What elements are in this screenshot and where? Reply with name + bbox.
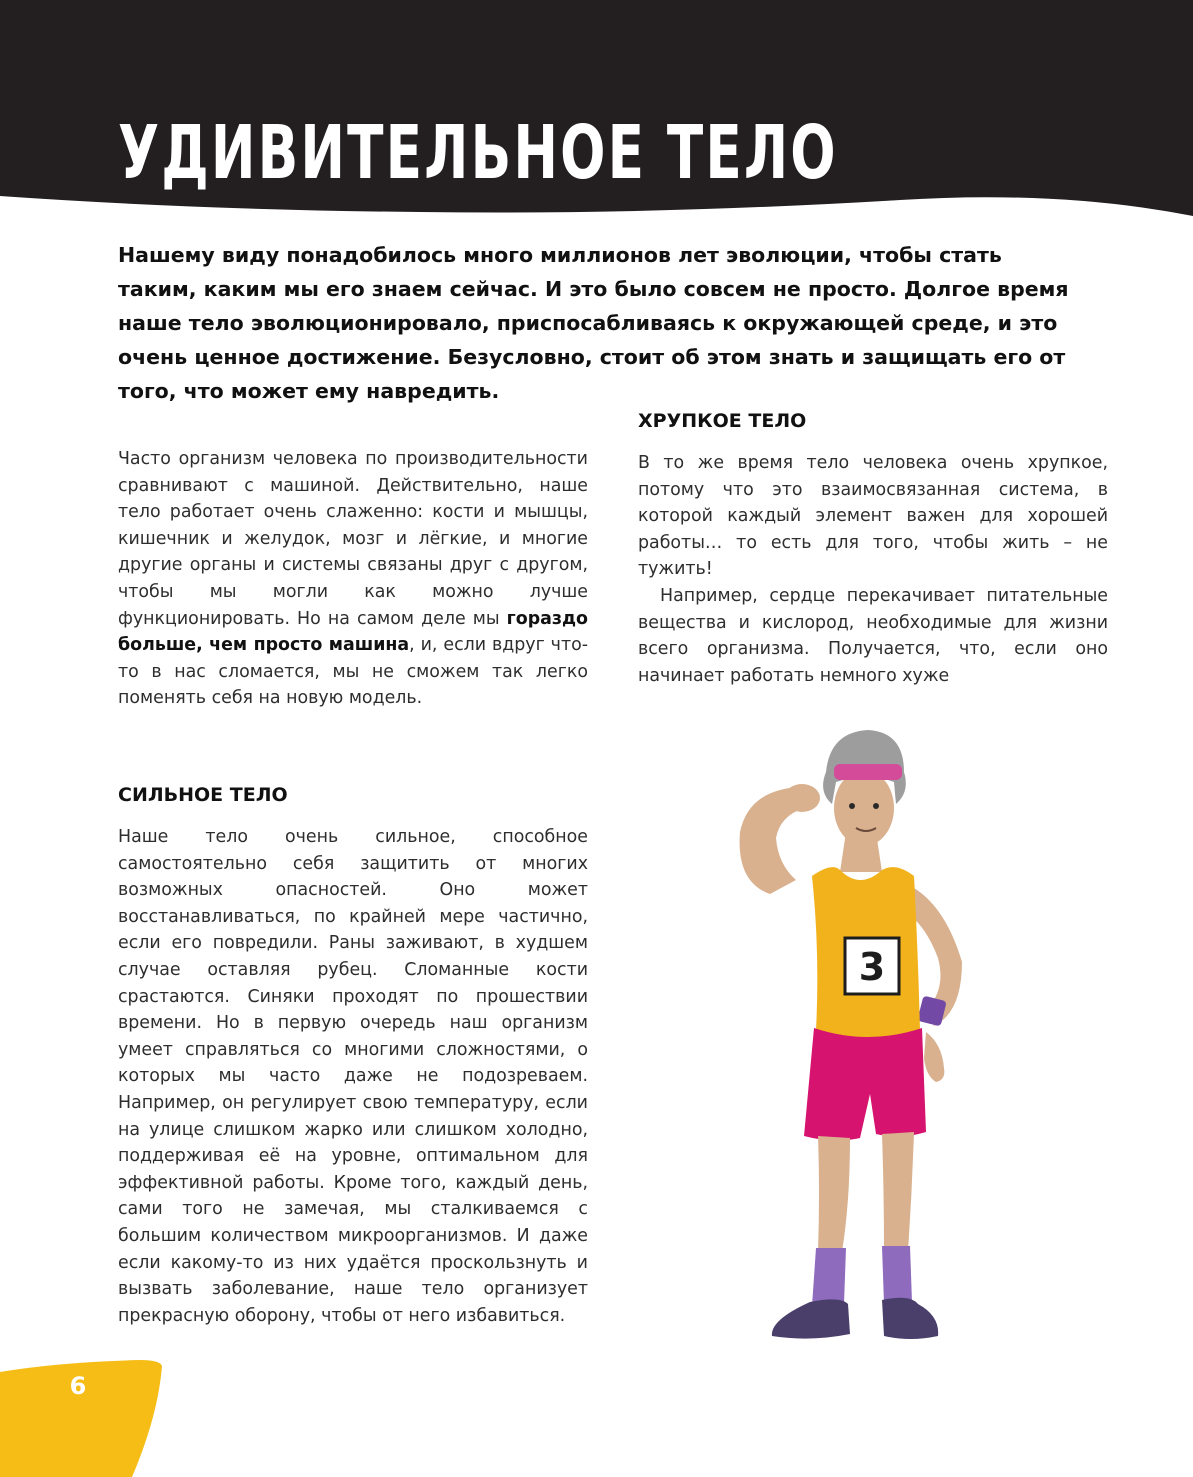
strong-body-section bbox=[118, 780, 588, 1329]
fragile-body-heading: ХРУПКОЕ ТЕЛО bbox=[638, 410, 807, 432]
page-title: УДИВИТЕЛЬНОЕ ТЕЛО bbox=[118, 110, 838, 196]
machine-text-start: Часто организм человека по производительности сравнивают с машиной. Действительно, наше тело работает очень слаженно: кости и мышцы, кишечник и желудок, мозг и лёгкие, и многие другие органы и системы связаны друг с другом, чтобы мы могли как можно лучше функционировать. Но на самом деле мы bbox=[118, 449, 588, 629]
strong-body-text: Наше тело очень сильное, способное самостоятельно себя защитить от многих возможных опасностей. Оно может восстанавливаться, по крайней мере частично, если его повредили. Раны заживают, в худшем случае оставляя рубец. Сломанные кости срастаются. Синяки проходят по прошествии времени. Но в первую очередь наш организм умеет справляться со многими сложностями, о которых мы часто даже не подозреваем. Например, он регулирует свою температуру, если на улице слишком жарко или слишком холодно, поддерживая её на уровне, оптимальном для эффективной работы. Кроме того, каждый день, сами того не замечая, мы сталкиваемся с большим количеством микроорганизмов. И даже если какому-то из них удаётся проскользнуть и вызвать заболевание, наше тело организует прекрасную оборону, чтобы от него избавиться. bbox=[118, 827, 588, 1326]
runner-illustration bbox=[700, 712, 1000, 1372]
page-number: 6 bbox=[69, 1372, 87, 1400]
bib-number: 3 bbox=[858, 945, 886, 989]
fragile-body-section bbox=[638, 406, 1108, 689]
machine-paragraph bbox=[118, 446, 588, 712]
machine-text-end: , и, если вдруг что-то в нас сломается, мы не сможем так легко поменять себя на новую модель. bbox=[118, 635, 588, 709]
left-column-intro bbox=[118, 446, 588, 712]
fragile-body-paragraph-1: В то же время тело человека очень хрупкое, потому что это взаимосвязанная система, в которой каждый элемент важен для хорошей работы… то есть для того, чтобы жить – не тужить! bbox=[638, 453, 1108, 580]
strong-body-heading: СИЛЬНОЕ ТЕЛО bbox=[118, 784, 288, 806]
intro-paragraph: Нашему виду понадобилось много миллионов лет эволюции, чтобы стать таким, каким мы его знаем сейчас. И это было совсем не просто. Долгое время наше тело эволюционировало, приспосабливаясь к окружающей среде, и это очень ценное достижение. Безусловно, стоит об этом знать и защищать его от того, что может ему навредить. bbox=[118, 243, 1069, 403]
machine-text-bold: гораздо больше, чем просто машина bbox=[118, 608, 588, 656]
fragile-body-paragraph-2: Например, сердце перекачивает питательные вещества и кислород, необходимые для жизни всего организма. Получается, что, если оно начинает работать немного хуже bbox=[638, 585, 1108, 686]
